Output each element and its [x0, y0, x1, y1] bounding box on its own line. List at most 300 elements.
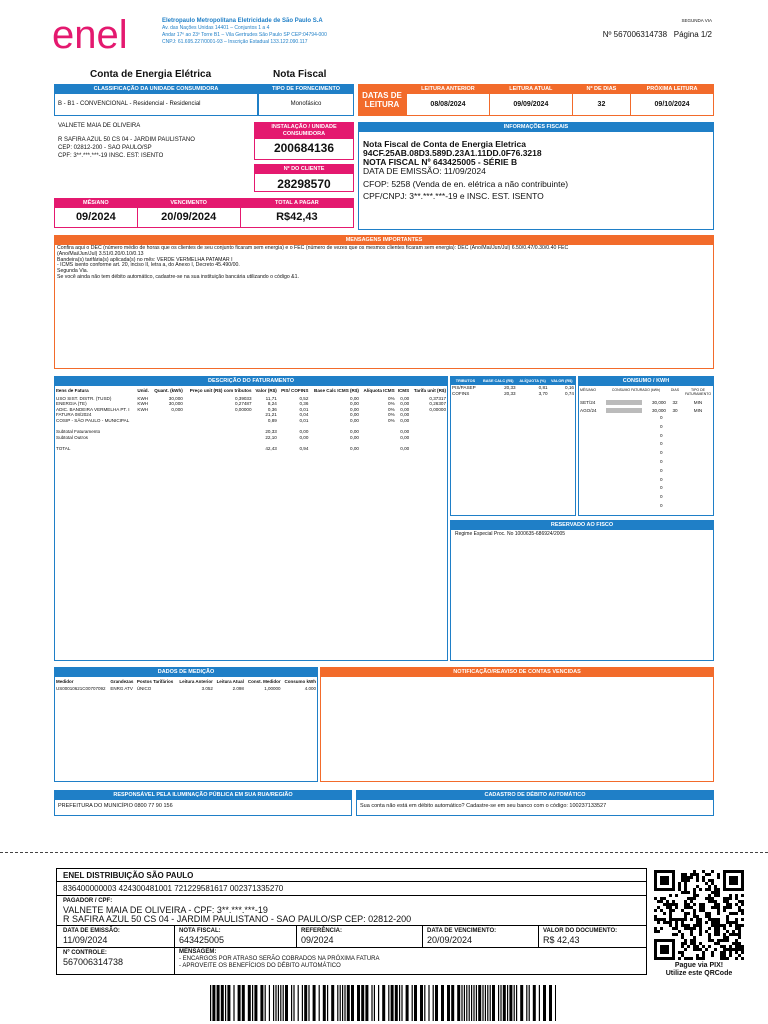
qr-module: [711, 951, 714, 954]
qr-module: [708, 945, 711, 948]
slip-barcode-number[interactable]: 836400000003 424300481001 721229581617 002371335270: [57, 882, 646, 896]
barcode-bar: [509, 985, 512, 1021]
qr-module: [723, 906, 726, 909]
qr-module: [729, 912, 732, 915]
table-cell: [184, 446, 253, 452]
table-header-cell: Quant. (kWh): [154, 388, 183, 393]
table-cell: 0,94: [299, 445, 309, 451]
via-label: SEGUNDA VIA: [681, 18, 712, 23]
qr-module: [660, 900, 663, 903]
faturamento-table: [55, 386, 447, 452]
table-cell: 0,37317: [429, 395, 446, 401]
qr-module: [729, 921, 732, 924]
qr-module: [672, 918, 675, 921]
slip-ref-value: 09/2024: [301, 935, 334, 945]
barcode-bar: [283, 985, 284, 1021]
table-cell: 0,39033: [234, 395, 252, 401]
barcode-bar: [351, 985, 354, 1021]
classificacao-value: B - B1 - CONVENCIONAL - Residencial - Residencial: [58, 101, 201, 107]
qr-module: [723, 945, 726, 948]
table-cell: Subtotal Faturamento: [56, 429, 101, 435]
qr-module: [684, 939, 687, 942]
table-cell: Subtotal Outros: [56, 434, 88, 440]
barcode-bar: [298, 985, 299, 1021]
vencimento-col: [138, 199, 241, 227]
barcode-bar: [313, 985, 316, 1021]
barcode-bar: [485, 985, 486, 1021]
qr-module: [714, 942, 717, 945]
table-cell: 0,00: [350, 395, 359, 401]
numero-cliente-box: [254, 164, 354, 192]
qr-module: [693, 894, 696, 897]
table-cell: 0,00: [400, 417, 410, 423]
qr-module: [696, 948, 699, 951]
qr-module: [678, 888, 681, 891]
qr-module: [681, 954, 684, 957]
qr-module: [687, 924, 690, 927]
barcode-bar: [526, 985, 527, 1021]
barcode-bar: [374, 985, 375, 1021]
barcode-bar: [391, 985, 394, 1021]
qr-module: [717, 903, 720, 906]
leitura-value: 09/09/2024: [513, 101, 549, 108]
iluminacao-text: PREFEITURA DO MUNICÍPIO 0800 77 90 156: [58, 803, 173, 809]
qr-module: [714, 885, 717, 888]
qr-module: [738, 900, 741, 903]
fisco-header: RESERVADO AO FISCO: [451, 521, 713, 530]
qr-module: [687, 927, 690, 930]
qr-module: [741, 951, 744, 954]
fiscal-data-emissao: DATA DE EMISSÃO: 11/09/2024: [363, 166, 486, 176]
slip-pagador-name: VALNETE MAIA DE OLIVEIRA - CPF: 3**.***.***-19: [63, 905, 268, 915]
qr-module: [735, 918, 738, 921]
table-cell: 0,00: [350, 417, 359, 423]
qr-module: [720, 957, 723, 960]
qr-module: [717, 942, 720, 945]
barcode-bar: [424, 985, 425, 1021]
debito-box: [356, 790, 714, 816]
qr-module: [717, 933, 720, 936]
qr-module: [672, 933, 675, 936]
qr-module: [684, 879, 687, 882]
table-header-cell: Grandezas: [110, 679, 134, 684]
barcode-bar: [212, 985, 215, 1021]
qr-module: [690, 930, 693, 933]
barcode-bar: [420, 985, 423, 1021]
qr-module: [711, 939, 714, 942]
table-cell: 0,74: [565, 390, 574, 396]
instalacao-header: INSTALAÇÃO / UNIDADE CONSUMIDORA: [255, 123, 353, 139]
qr-module: [684, 873, 687, 876]
qr-module: [693, 903, 696, 906]
qr-module: [726, 948, 729, 951]
slip-mensagem: [175, 948, 646, 974]
qr-module: [684, 915, 687, 918]
pix-caption: [648, 962, 750, 978]
table-cell: 0,00: [400, 401, 410, 407]
qr-module: [726, 900, 729, 903]
qr-module: [735, 942, 738, 945]
qr-module: [675, 903, 678, 906]
pix-qrcode[interactable]: [654, 870, 744, 960]
qr-module: [663, 918, 666, 921]
barcode-bar: [361, 985, 364, 1021]
qr-module: [708, 900, 711, 903]
qr-module: [690, 876, 693, 879]
barcode-bar: [555, 985, 556, 1021]
qr-module: [738, 906, 741, 909]
qr-module: [669, 909, 672, 912]
total-pagar-header: TOTAL A PAGAR: [241, 199, 353, 208]
table-cell: 0,00: [350, 412, 359, 418]
mes-ano-header: MÊS/ANO: [55, 199, 137, 208]
barcode-bar: [451, 985, 454, 1021]
qr-module: [717, 876, 720, 879]
fiscal-line: Nota Fiscal de Conta de Energia Eletrica: [363, 139, 526, 149]
qr-module: [714, 888, 717, 891]
qr-module: [699, 921, 702, 924]
barcode-bar: [414, 985, 417, 1021]
slip-referencia: [297, 926, 423, 947]
table-cell: FATURA 08/2024: [56, 412, 92, 418]
qr-module: [681, 909, 684, 912]
mes-ano-value: 09/2024: [75, 211, 116, 223]
table-cell: ENRG ATV: [110, 686, 133, 692]
payment-slip: [56, 868, 647, 975]
qr-module: [654, 930, 657, 933]
slip-venc-value: 20/09/2024: [427, 935, 473, 945]
table-row: [55, 686, 317, 692]
table-header-cell: Leitura Atual: [216, 679, 244, 684]
notificacao-box: [320, 667, 714, 782]
table-header-cell: Tarifa unit (R$): [413, 388, 446, 393]
qr-module: [729, 933, 732, 936]
qr-module: [708, 888, 711, 891]
barcode-bar: [473, 985, 474, 1021]
consumo-month: AGO/24: [580, 407, 597, 413]
table-header-cell: Preço unit (R$) com tributos: [189, 388, 252, 393]
barcode-bar: [378, 985, 379, 1021]
slip-bottom-row: [57, 948, 646, 974]
qr-module: [735, 948, 738, 951]
qr-module: [738, 954, 741, 957]
qr-module: [681, 951, 684, 954]
qr-module: [729, 894, 732, 897]
datas-leitura-title: DATAS DE LEITURA: [358, 84, 406, 116]
qr-module: [681, 936, 684, 939]
informacoes-fiscais-box: [358, 122, 714, 230]
qr-module: [675, 933, 678, 936]
table-cell: 0,89: [267, 417, 277, 423]
barcode-bar: [331, 985, 334, 1021]
qr-module: [735, 927, 738, 930]
qr-module: [690, 942, 693, 945]
barcode-bar: [478, 985, 481, 1021]
qr-module: [702, 957, 705, 960]
qr-module: [690, 927, 693, 930]
qr-module: [735, 912, 738, 915]
consumo-value: 30,000: [651, 399, 666, 405]
instalacao-value: 200684136: [273, 141, 335, 155]
table-cell: 3,70: [538, 390, 548, 396]
qr-module: [669, 912, 672, 915]
fiscal-cpf: CPF/CNPJ: 3**.***.***-19 e INSC. EST. ISENTO: [363, 191, 544, 201]
qr-module: [693, 873, 696, 876]
table-cell: 0,27487: [234, 401, 252, 407]
barcode-bar: [466, 985, 467, 1021]
qr-module: [708, 885, 711, 888]
qr-module: [702, 909, 705, 912]
slip-nota-label: NOTA FISCAL:: [179, 928, 221, 934]
qr-module: [738, 936, 741, 939]
qr-module: [741, 924, 744, 927]
qr-module: [699, 933, 702, 936]
qr-module: [711, 921, 714, 924]
qr-module: [669, 906, 672, 909]
fisco-box: [450, 520, 714, 661]
qr-module: [696, 873, 699, 876]
barcode-bar: [233, 985, 234, 1021]
barcode-bar: [273, 985, 274, 1021]
qr-module: [741, 948, 744, 951]
notificacao-header: NOTIFICAÇÃO/REAVISO DE CONTAS VENCIDAS: [321, 668, 713, 677]
qr-module: [666, 900, 669, 903]
qr-module: [705, 915, 708, 918]
qr-module: [714, 900, 717, 903]
qr-module: [693, 912, 696, 915]
qr-module: [726, 903, 729, 906]
qr-module: [684, 891, 687, 894]
qr-module: [741, 894, 744, 897]
qr-module: [666, 906, 669, 909]
consumo-col-headers: [579, 386, 713, 398]
consumo-zeros: [579, 414, 713, 511]
barcode-bar: [395, 985, 398, 1021]
table-cell: US00010621C00707092: [56, 686, 106, 692]
table-row: [55, 446, 447, 452]
qr-module: [681, 942, 684, 945]
iluminacao-header: RESPONSÁVEL PELA ILUMINAÇÃO PÚBLICA EM SUA RUA/REGIÃO: [55, 791, 351, 800]
qr-module: [678, 885, 681, 888]
qr-module: [714, 891, 717, 894]
qr-module: [732, 933, 735, 936]
qr-module: [717, 888, 720, 891]
barcode-bar: [293, 985, 294, 1021]
qr-module: [702, 870, 705, 873]
qr-module: [693, 915, 696, 918]
company-address: Av. das Nações Unidas 14401 – Conjuntos 1 a 4: [162, 25, 270, 31]
table-cell: 42,43: [265, 445, 277, 451]
barcode-bar: [252, 985, 253, 1021]
consumo-zero: 0: [660, 485, 663, 491]
barcode-bar: [401, 985, 402, 1021]
barcode-bar: [406, 985, 409, 1021]
qr-module: [708, 879, 711, 882]
table-cell: 0,00: [350, 434, 359, 440]
qr-module: [678, 882, 681, 885]
table-cell: ADIC. BANDEIRA VERMELHA PT. I: [56, 406, 130, 412]
mensagem-line: (Ano/Mai/Jun/Jul) 3.51/0.20/0.10/0.13: [57, 250, 144, 257]
qr-module: [699, 930, 702, 933]
qr-module: [654, 927, 657, 930]
qr-module: [732, 921, 735, 924]
qr-module: [681, 891, 684, 894]
barcode-bar: [457, 985, 460, 1021]
tipo-fornecimento-box: [258, 84, 354, 116]
qr-module: [657, 930, 660, 933]
qr-module: [684, 900, 687, 903]
qr-module: [693, 909, 696, 912]
mensagem-line: Se você ainda não tem débito automático, cadastre-se na sua instituição bancária utilizando o código &1.: [57, 273, 299, 280]
qr-module: [708, 873, 711, 876]
qr-module: [675, 894, 678, 897]
slip-nota: [175, 926, 297, 947]
qr-module: [687, 903, 690, 906]
barcode-bar: [461, 985, 462, 1021]
qr-module: [741, 903, 744, 906]
qr-module: [708, 894, 711, 897]
qr-module: [732, 912, 735, 915]
qr-module: [720, 951, 723, 954]
qr-module: [705, 948, 708, 951]
qr-module: [669, 924, 672, 927]
slip-pagador: [57, 896, 646, 926]
informacoes-fiscais-header: INFORMAÇÕES FISCAIS: [359, 123, 713, 132]
qr-module: [729, 903, 732, 906]
qr-module: [660, 918, 663, 921]
table-cell: 0,00: [400, 445, 410, 451]
table-header-cell: Leitura Anterior: [179, 679, 213, 684]
table-cell: 0,00: [400, 429, 410, 435]
table-cell: 0%: [388, 401, 395, 407]
barcode-bar: [304, 985, 307, 1021]
qr-module: [687, 897, 690, 900]
cut-line: [0, 852, 768, 853]
qr-module: [738, 933, 741, 936]
qr-module: [690, 906, 693, 909]
qr-module: [687, 906, 690, 909]
qr-module: [666, 921, 669, 924]
table-header-cell: Base Calc ICMS (R$): [314, 388, 359, 393]
qr-module: [657, 921, 660, 924]
table-cell: [136, 446, 151, 452]
qr-module: [663, 912, 666, 915]
barcode-bar: [507, 985, 508, 1021]
barcode-bar: [337, 985, 338, 1021]
mensagem-line: - ICMS isento conforme art. 20, inciso II, letra a, do Anexo I, Decreto 45.490/00.: [57, 262, 240, 269]
slip-controle-label: Nº CONTROLE:: [63, 950, 107, 956]
mensagens-box: [54, 235, 714, 369]
qr-module: [738, 927, 741, 930]
medicao-box: [54, 667, 318, 782]
qr-module: [714, 930, 717, 933]
table-cell: 4.000: [304, 686, 316, 692]
table-cell: 0,00: [400, 395, 410, 401]
table-cell: 0,00: [350, 429, 359, 435]
table-cell: [410, 446, 447, 452]
table-cell: 0,00: [400, 434, 410, 440]
cliente-name: VALNETE MAIA DE OLIVEIRA: [58, 123, 141, 129]
qr-module: [693, 897, 696, 900]
slip-controle-value: 567006314738: [63, 957, 124, 967]
qr-module: [705, 930, 708, 933]
qr-finder: [729, 876, 738, 885]
qr-module: [681, 873, 684, 876]
mensagem-line: Confira aqui o DEC (número médio de horas que os clientes de seu conjunto ficaram sem energia) e o FEC (número de vezes que os mesmos clientes ficaram sem energia): DEC (Ano/Mai/Jun/Jul) 6.50/0.47/0.30/0.40 FEC: [57, 245, 569, 251]
total-pagar-value: R$42,43: [276, 211, 318, 223]
qr-module: [699, 888, 702, 891]
qr-module: [672, 909, 675, 912]
consumo-header: CONSUMO / KWH: [579, 377, 713, 386]
qr-module: [735, 894, 738, 897]
qr-module: [708, 936, 711, 939]
qr-finder: [660, 945, 669, 954]
barcode-bar: [492, 985, 495, 1021]
company-address: Andar 17º ao 23º Torre B1 – Vila Gertrudes São Paulo SP CEP:04794-000: [162, 32, 327, 38]
fiscal-cfop: CFOP: 5258 (Venda de en. elétrica a não contribuinte): [363, 179, 569, 189]
table-cell: 8,24: [267, 401, 277, 407]
qr-module: [696, 945, 699, 948]
iluminacao-box: [54, 790, 352, 816]
qr-module: [723, 897, 726, 900]
qr-module: [660, 897, 663, 900]
slip-pagador-label: PAGADOR / CPF:: [63, 898, 113, 904]
table-cell: [360, 446, 396, 452]
table-cell: 0,16: [565, 385, 574, 390]
leitura-header: PRÓXIMA LEITURA: [631, 85, 713, 94]
qr-module: [711, 918, 714, 921]
qr-module: [672, 903, 675, 906]
table-cell: USO SIST. DISTR. (TUSD): [56, 395, 112, 401]
qr-module: [735, 921, 738, 924]
company-info: [162, 18, 422, 46]
slip-ref-label: REFERÊNCIA:: [301, 928, 343, 934]
qr-module: [672, 927, 675, 930]
qr-module: [732, 942, 735, 945]
table-header-row: [55, 386, 447, 396]
qr-module: [684, 885, 687, 888]
qr-module: [678, 930, 681, 933]
cliente-cep: CEP: 02812-200 - SAO PAULO/SP: [58, 145, 152, 151]
consumo-bar: [606, 408, 642, 413]
table-cell: COSIP - SÃO PAULO - MUNICIPAL: [56, 417, 130, 423]
fiscal-key: 94CF.25AB.08D3.589D.23A1.11DD.0F76.3218: [363, 148, 542, 158]
fiscal-nota-numero: NOTA FISCAL Nº 643425005 - SÉRIE B: [363, 157, 518, 167]
qr-module: [711, 924, 714, 927]
qr-module: [696, 915, 699, 918]
qr-module: [741, 918, 744, 921]
slip-venc-label: DATA DE VENCIMENTO:: [427, 928, 497, 934]
barcode-bar: [412, 985, 413, 1021]
informacoes-fiscais-body: [359, 132, 713, 209]
qr-module: [684, 924, 687, 927]
qr-module: [669, 903, 672, 906]
consumo-value: 30,000: [651, 407, 666, 413]
barcode-bar: [500, 985, 501, 1021]
leitura-value: 32: [597, 101, 606, 108]
qr-module: [732, 930, 735, 933]
qr-module: [717, 930, 720, 933]
medicao-header: DADOS DE MEDIÇÃO: [55, 668, 317, 677]
qr-module: [684, 903, 687, 906]
qr-module: [672, 900, 675, 903]
consumo-days: 30: [672, 407, 678, 413]
qr-module: [696, 885, 699, 888]
consumo-row: [579, 398, 713, 406]
payment-barcode[interactable]: [210, 985, 556, 1021]
tributos-table: [451, 377, 575, 396]
title-conta: Conta de Energia Elétrica: [90, 69, 212, 80]
